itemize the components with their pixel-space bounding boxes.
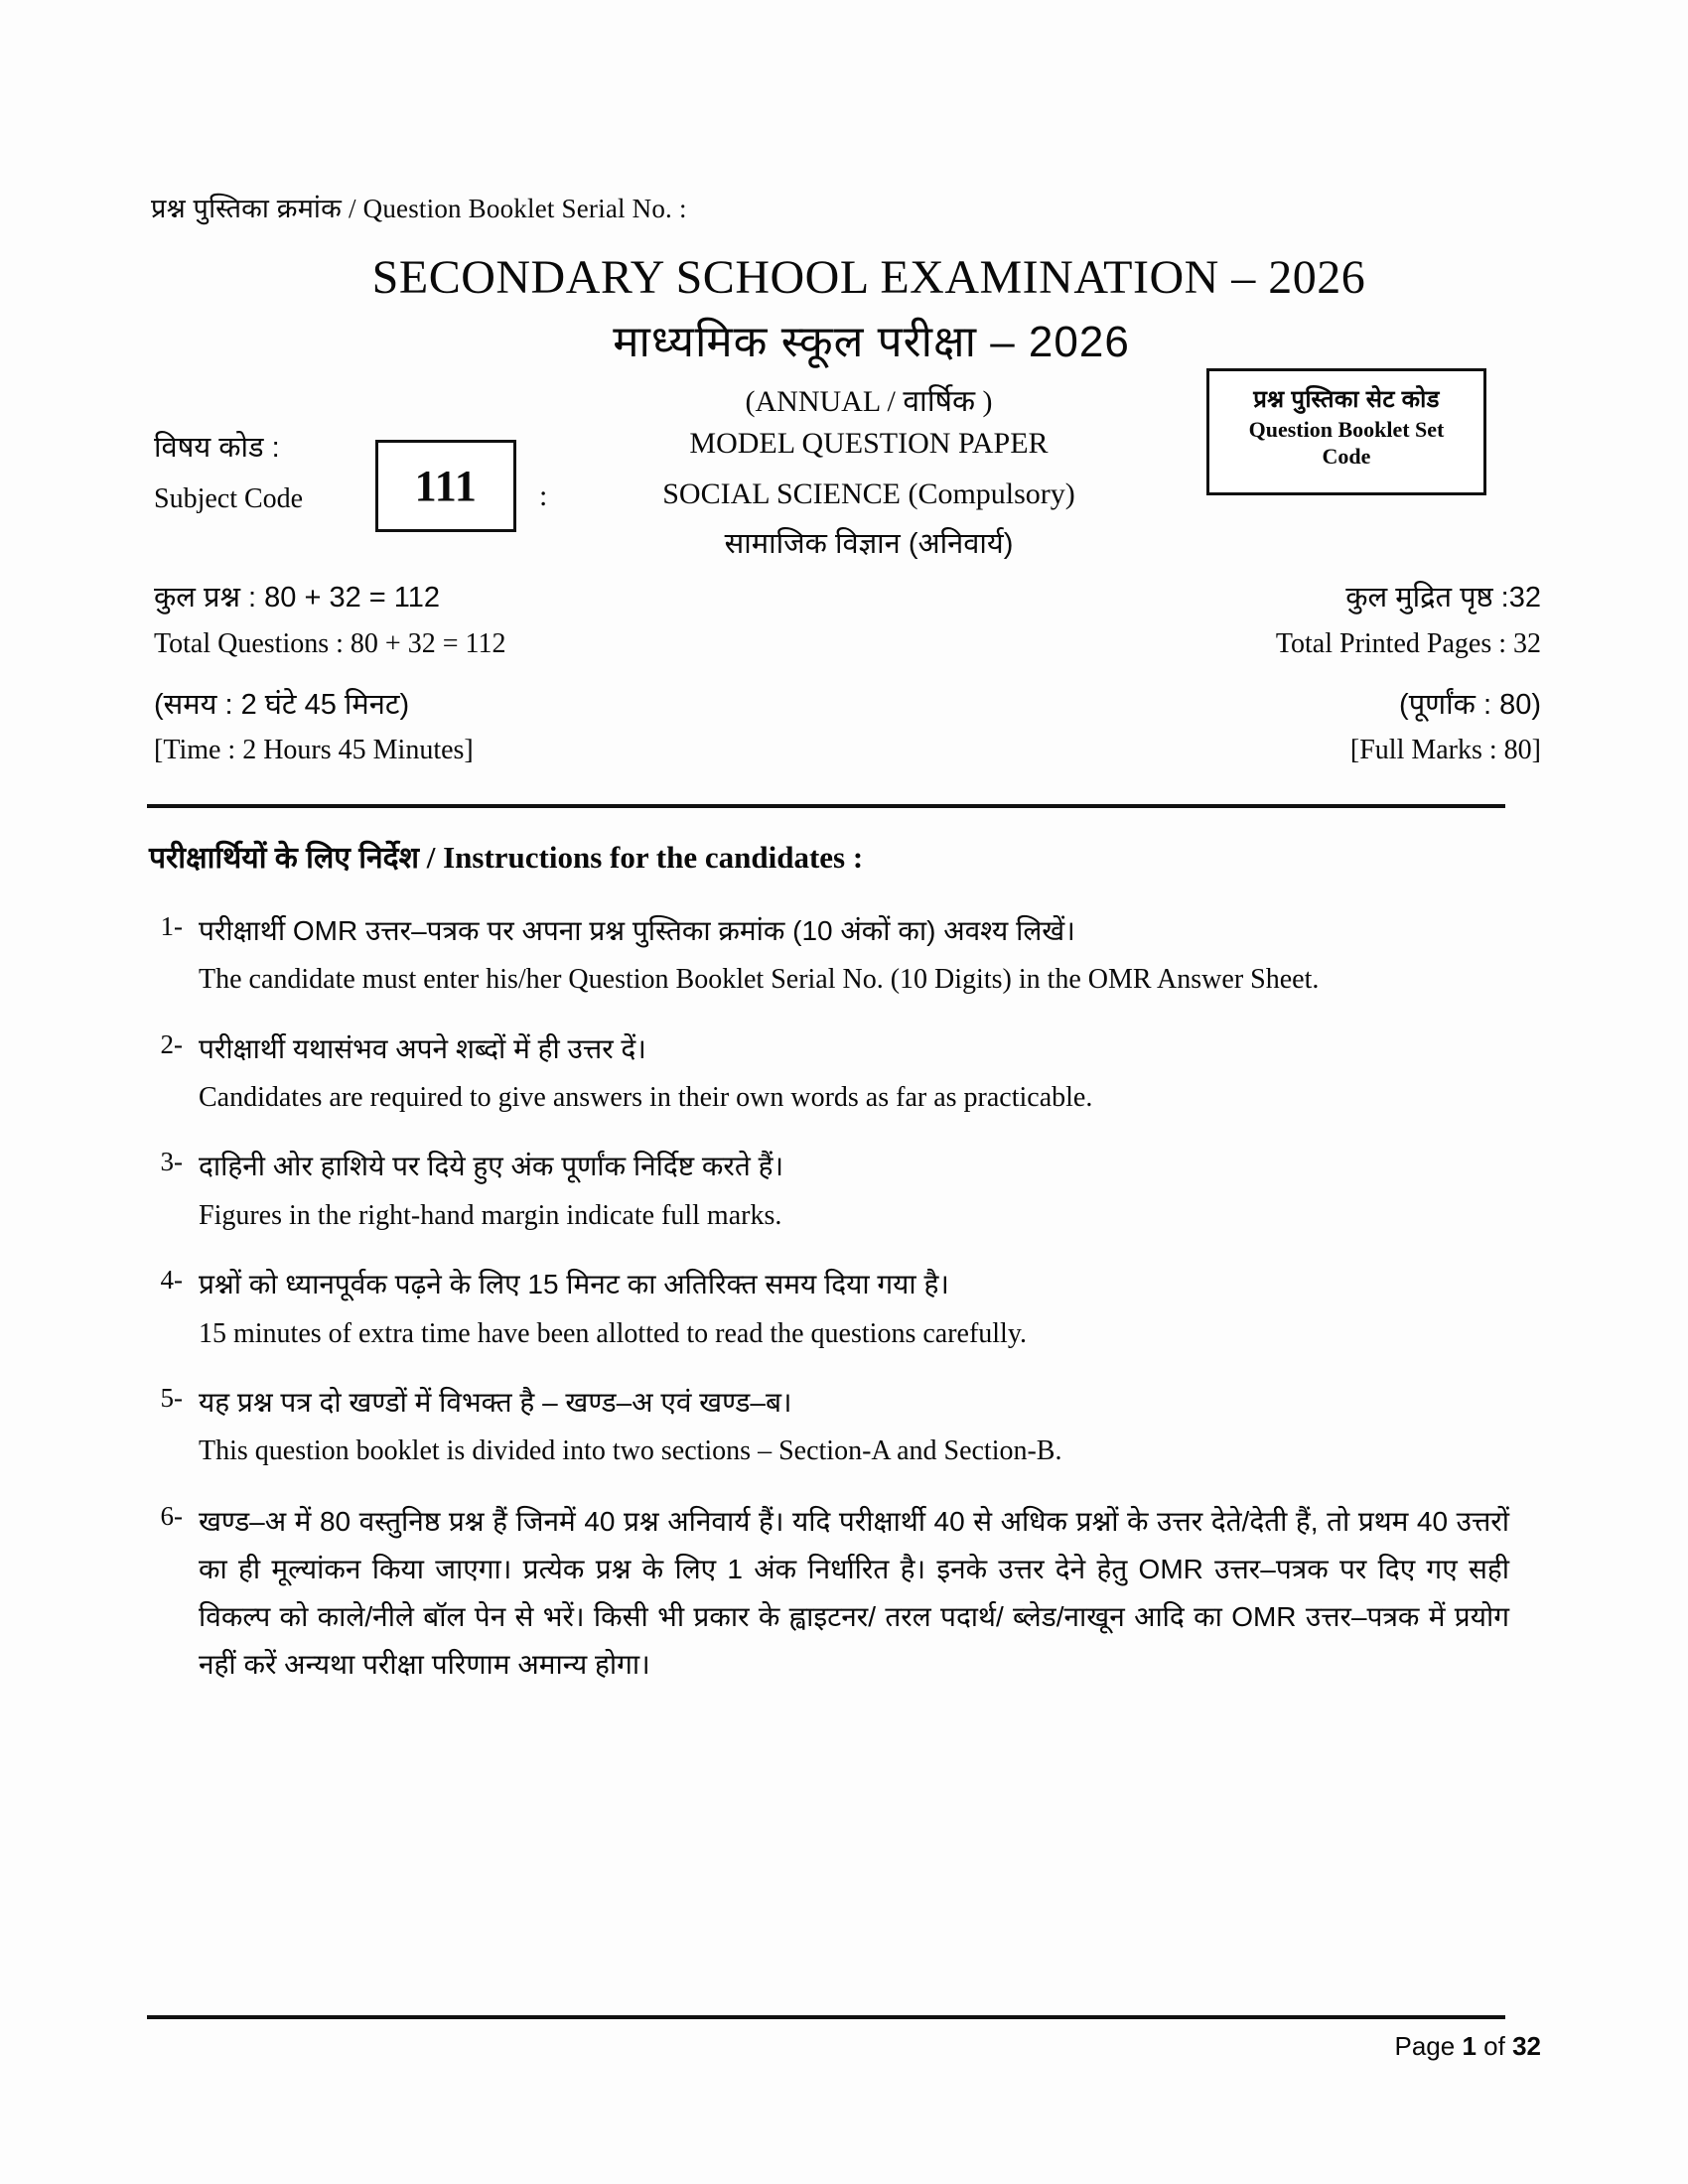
- instruction-text-english: This question booklet is divided into two sections – Section-A and Section-B.: [199, 1435, 1062, 1467]
- instruction-body: [199, 1026, 1509, 1121]
- total-printed-pages-hindi: कुल मुद्रित पृष्ठ :32: [1345, 582, 1541, 614]
- instruction-number: 5-: [160, 1382, 183, 1413]
- instruction-text-hindi: परीक्षार्थी OMR उत्तर–पत्रक पर अपना प्रश्न पुस्तिका क्रमांक (10 अंकों का) अवश्य लिखें।: [199, 915, 1075, 946]
- header-divider: [147, 804, 1505, 808]
- instructions-heading: [149, 836, 863, 877]
- footer-current-page: 1: [1462, 2031, 1477, 2061]
- exam-type-label: (ANNUAL / वार्षिक ): [745, 385, 993, 418]
- set-code-label-english: [1209, 417, 1483, 471]
- instruction-item: [149, 1498, 1509, 1694]
- paper-type-label: MODEL QUESTION PAPER: [689, 427, 1049, 460]
- set-code-label-english-line2: Code: [1322, 443, 1371, 469]
- question-booklet-set-code-box: [1206, 368, 1486, 495]
- full-marks-english: [Full Marks : 80]: [1349, 735, 1541, 765]
- serial-label-separator: /: [348, 194, 356, 223]
- subject-code-colon: :: [539, 479, 548, 512]
- instruction-body: [199, 1380, 1509, 1474]
- subject-code-value: 111: [414, 462, 478, 510]
- instruction-text-hindi: खण्ड–अ में 80 वस्तुनिष्ठ प्रश्न हैं जिनमें 40 प्रश्न अनिवार्य हैं। यदि परीक्षार्थी 40 से अधिक प्रश्नों के उत्तर देते/देती हैं, तो प्रथम 40 उत्तरों का ही मूल्यांकन किया जाएगा। प्रत्येक प्रश्न के लिए 1 अंक निर्धारित है। इनके उत्तर देने हेतु OMR उत्तर–पत्रक पर दिए गए सही विकल्प को काले/नीले बॉल पेन से भरें। किसी भी प्रकार के ह्वाइटनर/ तरल पदार्थ/ ब्लेड/नाखून आदि का OMR उत्तर–पत्रक में प्रयोग नहीं करें अन्यथा परीक्षा परिणाम अमान्य होगा।: [199, 1505, 1509, 1681]
- exam-title-english: SECONDARY SCHOOL EXAMINATION – 2026: [371, 251, 1366, 304]
- subject-code-label-hindi: विषय कोड :: [154, 432, 280, 464]
- instruction-text-english: The candidate must enter his/her Question Booklet Serial No. (10 Digits) in the OMR Answer Sheet.: [199, 964, 1320, 996]
- instruction-text-hindi: प्रश्नों को ध्यानपूर्वक पढ़ने के लिए 15 मिनट का अतिरिक्त समय दिया गया है।: [199, 1269, 949, 1300]
- instruction-item: [149, 1380, 1509, 1474]
- instruction-text-english: Candidates are required to give answers in their own words as far as practicable.: [199, 1082, 1093, 1114]
- exam-title-hindi: माध्यमिक स्कूल परीक्षा – 2026: [613, 318, 1130, 366]
- set-code-label-english-line1: Question Booklet Set: [1248, 417, 1445, 442]
- instruction-body: [199, 1498, 1509, 1694]
- total-questions-hindi: कुल प्रश्न : 80 + 32 = 112: [154, 582, 441, 614]
- instruction-number: 1-: [160, 911, 183, 941]
- instruction-number: 4-: [160, 1265, 183, 1296]
- full-marks-hindi: (पूर्णांक : 80): [1399, 689, 1541, 721]
- instruction-item: [149, 1262, 1509, 1356]
- footer-of-label: of: [1483, 2031, 1505, 2061]
- subject-name-english: SOCIAL SCIENCE (Compulsory): [662, 478, 1075, 510]
- instruction-item: [149, 1026, 1509, 1121]
- instructions-heading-separator: /: [426, 840, 436, 875]
- footer-total-pages: 32: [1512, 2031, 1541, 2061]
- instruction-item: [149, 1144, 1509, 1238]
- instruction-text-hindi: परीक्षार्थी यथासंभव अपने शब्दों में ही उत्तर दें।: [199, 1032, 646, 1064]
- instruction-body: [199, 908, 1509, 1003]
- instruction-number: 3-: [160, 1147, 183, 1177]
- set-code-label-hindi: प्रश्न पुस्तिका सेट कोड: [1253, 386, 1440, 413]
- instructions-list: [149, 908, 1509, 1716]
- question-booklet-serial-line: [151, 189, 687, 225]
- footer-divider: [147, 2015, 1505, 2019]
- exam-time-english: [Time : 2 Hours 45 Minutes]: [154, 735, 474, 765]
- instructions-heading-english: Instructions for the candidates :: [443, 840, 864, 875]
- instructions-heading-hindi: परीक्षार्थियों के लिए निर्देश: [149, 842, 419, 875]
- instruction-number: 6-: [160, 1500, 183, 1531]
- subject-name-hindi: सामाजिक विज्ञान (अनिवार्य): [724, 528, 1014, 560]
- serial-label-hindi: प्रश्न पुस्तिका क्रमांक: [151, 194, 343, 223]
- instruction-number: 2-: [160, 1028, 183, 1059]
- instruction-text-hindi: दाहिनी ओर हाशिये पर दिये हुए अंक पूर्णांक निर्दिष्ट करते हैं।: [199, 1151, 784, 1182]
- total-printed-pages-english: Total Printed Pages : 32: [1275, 628, 1541, 659]
- instruction-text-english: Figures in the right-hand margin indicate full marks.: [199, 1199, 782, 1231]
- instruction-text-hindi: यह प्रश्न पत्र दो खण्डों में विभक्त है – खण्ड–अ एवं खण्ड–ब।: [199, 1386, 792, 1418]
- instruction-body: [199, 1144, 1509, 1238]
- instruction-text-english: 15 minutes of extra time have been allotted to read the questions carefully.: [199, 1317, 1028, 1349]
- exam-time-hindi: (समय : 2 घंटे 45 मिनट): [154, 689, 410, 721]
- subject-code-label-english: Subject Code: [154, 483, 304, 514]
- instruction-body: [199, 1262, 1509, 1356]
- instruction-item: [149, 908, 1509, 1003]
- page-footer: [1394, 2031, 1541, 2062]
- subject-code-box: [375, 440, 516, 532]
- serial-label-english: Question Booklet Serial No. :: [362, 194, 687, 223]
- footer-page-prefix: Page: [1394, 2031, 1456, 2061]
- total-questions-english: Total Questions : 80 + 32 = 112: [154, 628, 506, 659]
